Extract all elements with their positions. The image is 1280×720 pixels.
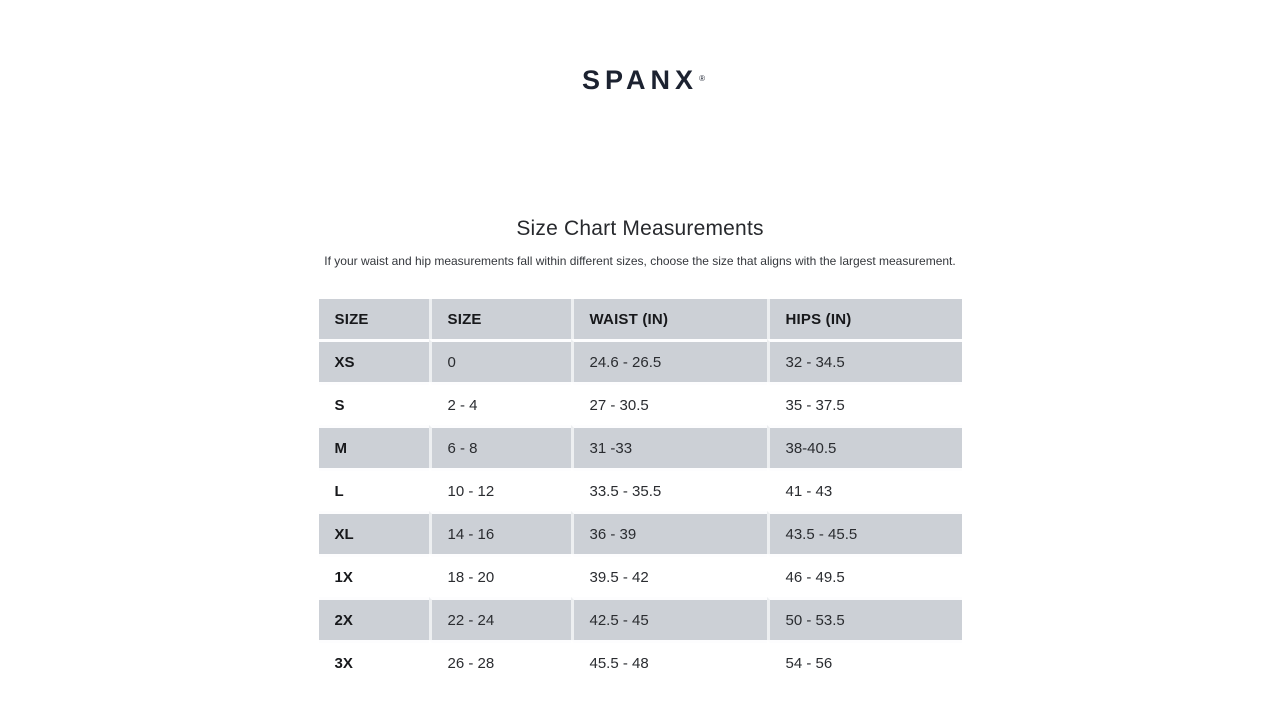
cell-hips: 54 - 56: [767, 640, 962, 683]
column-header-size-range: SIZE: [429, 299, 571, 339]
table-row-m: [319, 425, 962, 468]
cell-size-range: 2 - 4: [429, 382, 571, 425]
cell-size-range: 14 - 16: [429, 511, 571, 554]
cell-size-range: 10 - 12: [429, 468, 571, 511]
cell-size-range: 26 - 28: [429, 640, 571, 683]
table-row-3x: [319, 640, 962, 683]
cell-size-range: 0: [429, 339, 571, 382]
cell-size-range: 22 - 24: [429, 597, 571, 640]
column-header-size-label: SIZE: [334, 310, 369, 328]
table-row-s: [319, 382, 962, 425]
cell-size-label: M: [319, 425, 429, 468]
cell-hips: 32 - 34.5: [767, 339, 962, 382]
cell-size-label: 3X: [319, 640, 429, 683]
table-row-xl: [319, 511, 962, 554]
size-chart-note: If your waist and hip measurements fall within different sizes, choose the size that aligns with the largest measurement.: [324, 254, 956, 268]
header: [0, 64, 1280, 96]
cell-size-label: XS: [319, 339, 429, 382]
registered-trademark-icon: ®: [699, 74, 706, 83]
cell-waist: 39.5 - 42: [571, 554, 767, 597]
column-header-waist: WAIST (IN): [571, 299, 767, 339]
cell-hips: 50 - 53.5: [767, 597, 962, 640]
cell-waist: 27 - 30.5: [571, 382, 767, 425]
cell-waist: 33.5 - 35.5: [571, 468, 767, 511]
cell-hips: 41 - 43: [767, 468, 962, 511]
cell-size-label: L: [319, 468, 429, 511]
table-header-row: [319, 299, 962, 339]
cell-hips: 46 - 49.5: [767, 554, 962, 597]
cell-size-range: 6 - 8: [429, 425, 571, 468]
column-header-hips: HIPS (IN): [767, 299, 962, 339]
cell-hips: 38-40.5: [767, 425, 962, 468]
size-chart-table: [319, 299, 962, 683]
table-row-xs: [319, 339, 962, 382]
cell-size-range: 18 - 20: [429, 554, 571, 597]
table-row-1x: [319, 554, 962, 597]
cell-size-label: 2X: [319, 597, 429, 640]
cell-size-label: S: [319, 382, 429, 425]
table-row-l: [319, 468, 962, 511]
size-chart-section: [319, 216, 962, 683]
cell-waist: 36 - 39: [571, 511, 767, 554]
brand-name: SPANX: [581, 65, 699, 95]
cell-size-label: XL: [319, 511, 429, 554]
cell-hips: 35 - 37.5: [767, 382, 962, 425]
cell-waist: 31 -33: [571, 425, 767, 468]
cell-hips: 43.5 - 45.5: [767, 511, 962, 554]
page-title: Size Chart Measurements: [516, 217, 764, 240]
spanx-logo: [581, 64, 706, 96]
cell-waist: 42.5 - 45: [571, 597, 767, 640]
cell-waist: 24.6 - 26.5: [571, 339, 767, 382]
cell-size-label: 1X: [319, 554, 429, 597]
cell-waist: 45.5 - 48: [571, 640, 767, 683]
table-row-2x: [319, 597, 962, 640]
